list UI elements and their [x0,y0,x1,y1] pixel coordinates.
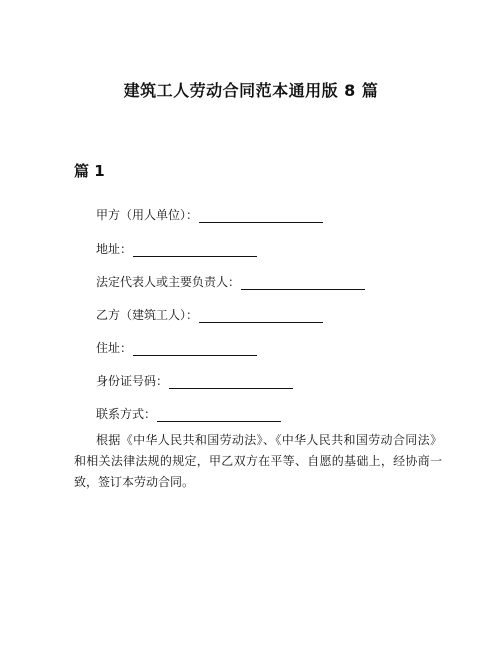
field-residence [96,340,257,356]
field-party-a [96,207,323,223]
document-title: 建筑工人劳动合同范本通用版 8 篇 [123,81,379,100]
body-paragraph: 根据《中华人民共和国劳动法》、《中华人民共和国劳动合同法》和相关法律法规的规定，甲乙双方在平等、自愿的基础上，经协商一致，签订本劳动合同。 [74,433,442,489]
section-heading: 篇 1 [74,162,105,180]
fill-in-blank [241,276,365,290]
field-id-number [96,373,293,389]
field-label: 联系方式： [96,407,157,421]
field-label: 地址： [96,242,133,256]
fill-in-blank [133,243,257,257]
field-label: 身份证号码： [96,374,169,388]
field-label: 法定代表人或主要负责人： [96,275,241,289]
field-party-b [96,307,323,323]
field-address [96,241,257,257]
fill-in-blank [169,375,293,389]
field-legal-representative [96,274,365,290]
field-contact [96,406,281,422]
field-label: 乙方（建筑工人）： [96,308,199,322]
fill-in-blank [199,309,323,323]
fill-in-blank [199,209,323,223]
fill-in-blank [133,342,257,356]
field-label: 甲方（用人单位）： [96,208,199,222]
field-label: 住址： [96,341,133,355]
fill-in-blank [157,408,281,422]
